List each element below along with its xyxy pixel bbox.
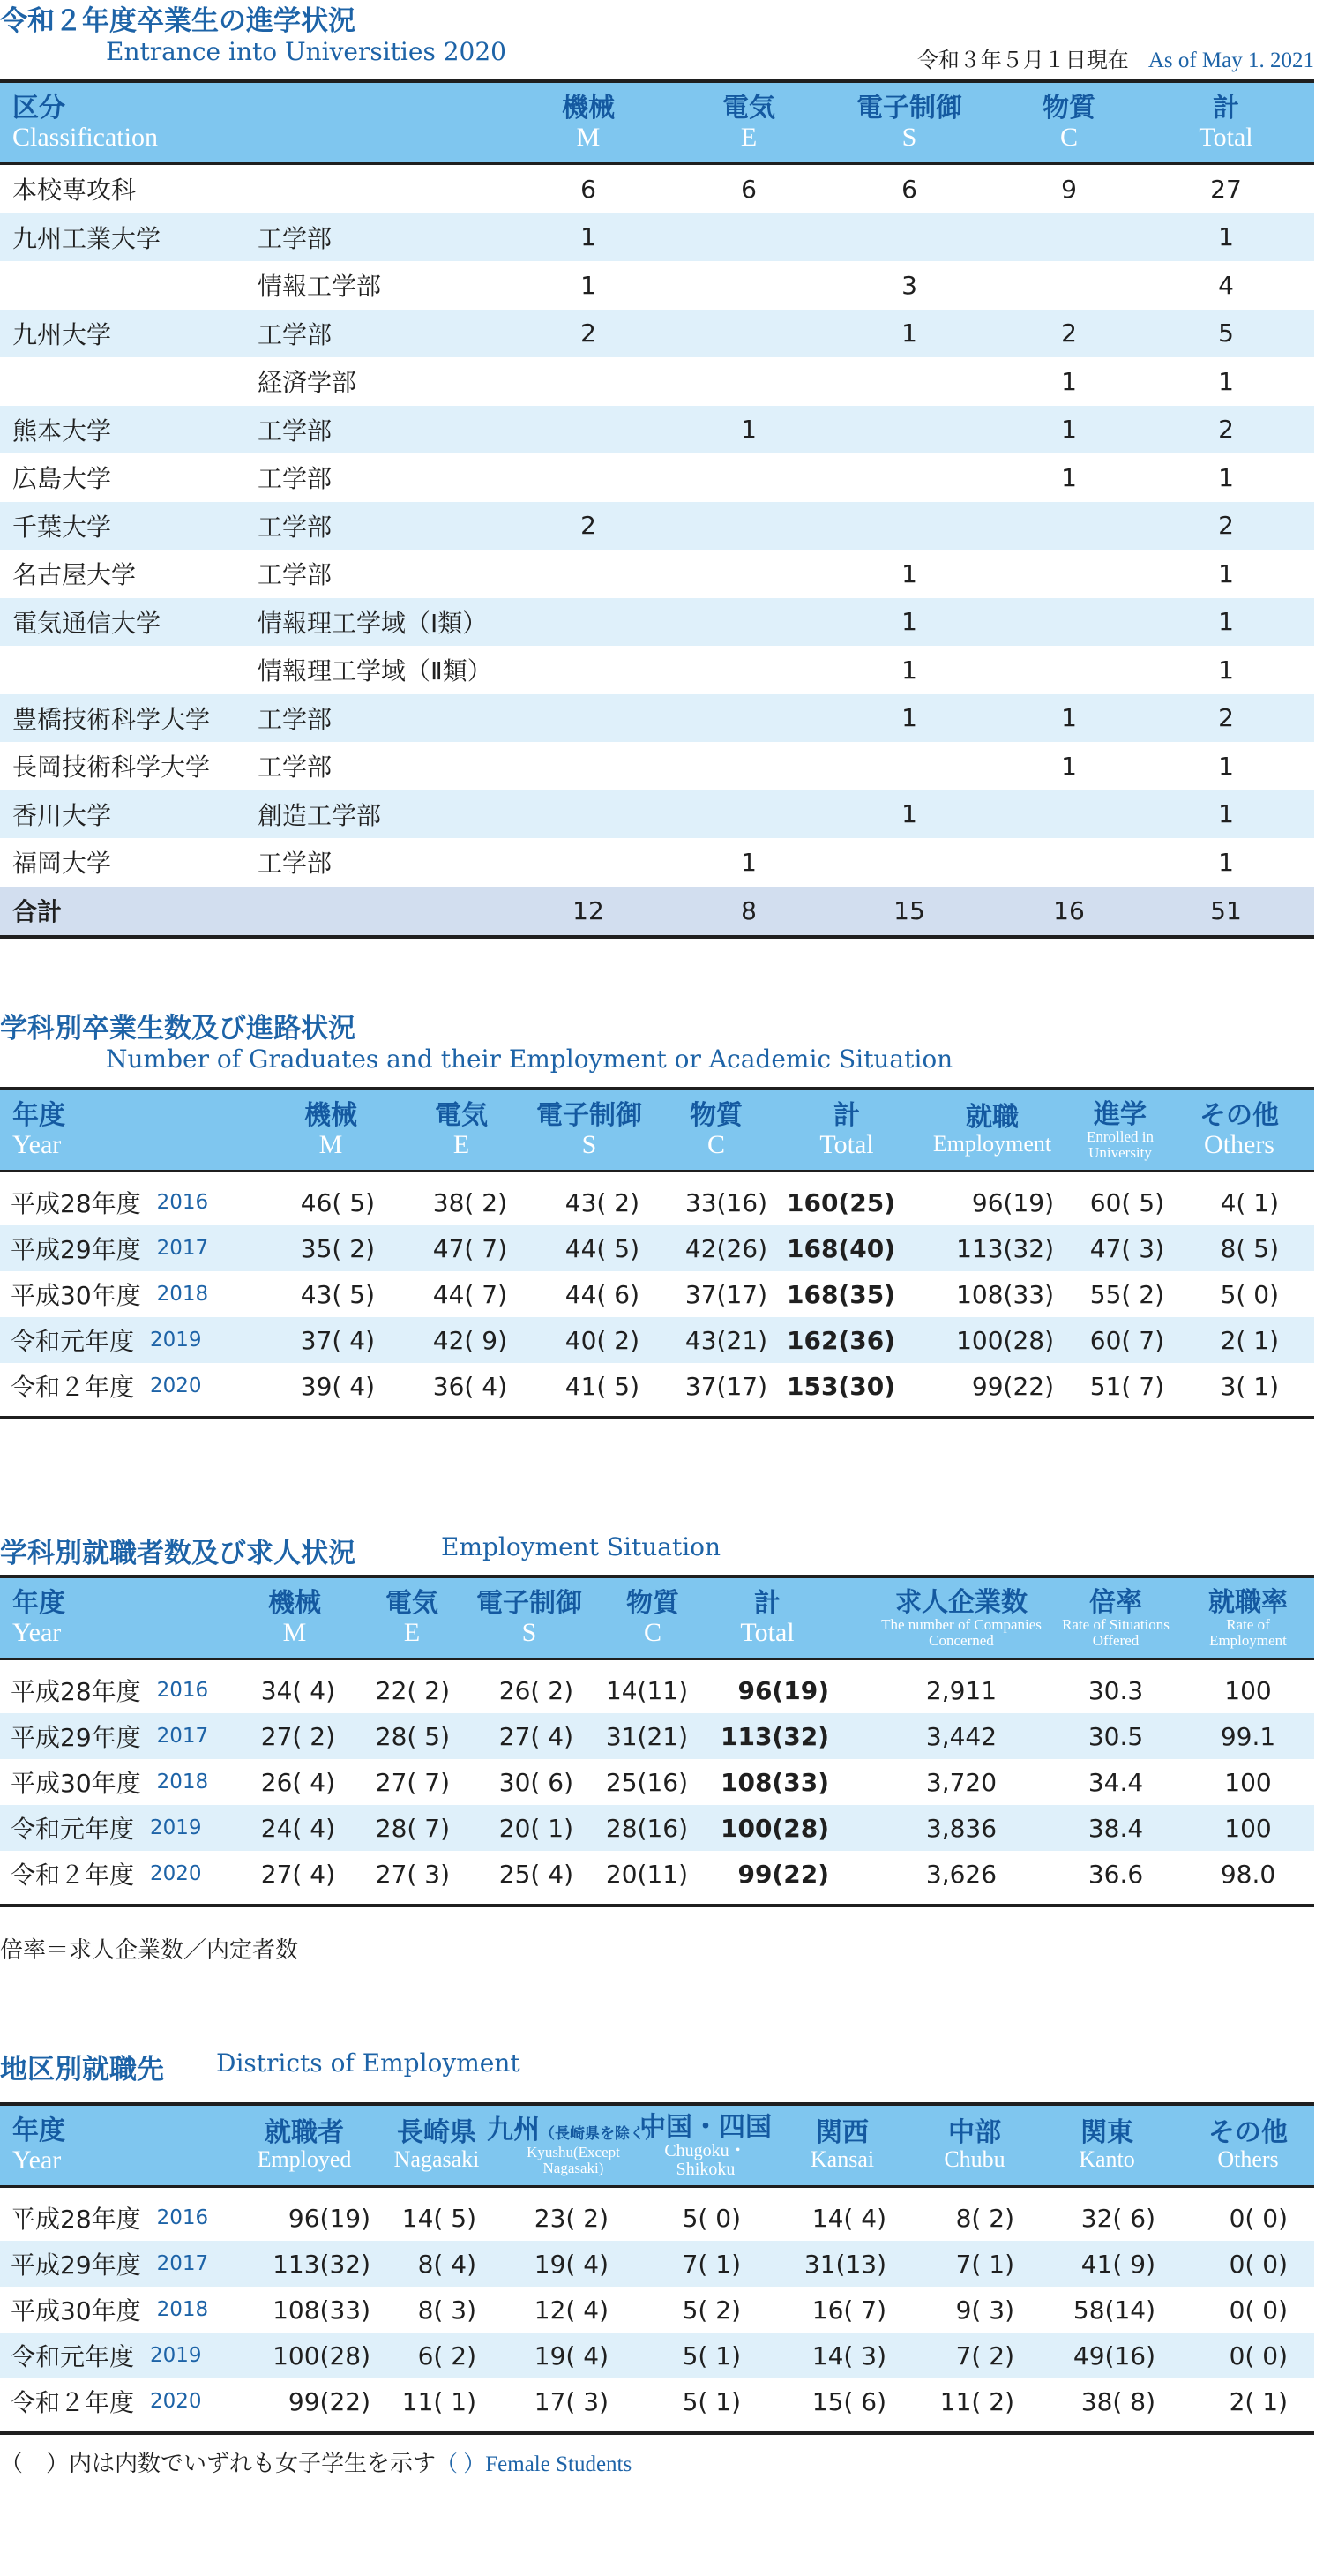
university-cell (12, 646, 259, 694)
table-row: 令和２年度 2020 99(22) 11( 1) 17( 3) 5( 1) 15( 6) 11( 2) 38( 8) 2( 1) (0, 2378, 1314, 2424)
section-districts (0, 2047, 1314, 2505)
header-year: 年度 Year (12, 1100, 65, 1159)
table-row: 平成30年度 2018 108(33) 8( 3) 12( 4) 5( 2) 16( 7) 9( 3) 58(14) 0( 0) (0, 2287, 1314, 2333)
section-employment (0, 1531, 1314, 1989)
graduates-table (0, 1087, 1314, 1419)
header-s: 電子制御 S (856, 93, 962, 152)
department-cell: 工学部 (258, 464, 333, 494)
department-cell: 情報理工学域（Ⅱ類） (258, 656, 492, 686)
table-body (0, 1660, 1314, 1904)
table-row: 令和２年度 2020 27( 4) 27( 3) 25( 4) 20(11) 99(22) 3,626 36.6 98.0 (0, 1851, 1314, 1897)
table-row: 豊橋技術科学大学 工学部 1 1 2 (0, 694, 1314, 743)
section-subtitle: Employment Situation (441, 1532, 721, 1561)
table-row: 九州大学 工学部 2 1 2 5 (0, 310, 1314, 358)
department-cell: 情報理工学域（Ⅰ類） (258, 608, 488, 638)
university-cell: 熊本大学 (12, 416, 112, 446)
department-cell: 工学部 (258, 753, 333, 783)
table-row: 福岡大学 工学部 1 1 (0, 838, 1314, 887)
header-classification: 区分 Classification (12, 93, 158, 152)
section-graduates (0, 1006, 1314, 1429)
header-m: 機械 M (304, 1100, 357, 1159)
table-total-row: 合計 12 8 15 16 51 (0, 887, 1314, 935)
section-subtitle: Districts of Employment (216, 2048, 520, 2078)
header-total: 計 Total (740, 1588, 795, 1647)
rate-note: 倍率＝求人企業数／内定者数 (0, 1937, 299, 1964)
year-cell: 令和元年度 2019 (11, 2342, 202, 2371)
year-cell: 令和元年度 2019 (11, 1815, 202, 1844)
header-c: 物質 C (690, 1100, 743, 1159)
table-row: 平成29年度 2017 27( 2) 28( 5) 27( 4) 31(21) 113(32) 3,442 30.5 99.1 (0, 1713, 1314, 1759)
year-cell: 平成28年度 2016 (11, 1677, 209, 1706)
department-cell: 工学部 (258, 512, 333, 542)
table-body (0, 165, 1314, 887)
header-kansai: 関西 Kansai (810, 2117, 875, 2173)
table-row: 電気通信大学 情報理工学域（Ⅰ類） 1 1 (0, 598, 1314, 647)
header-m: 機械 M (562, 93, 615, 152)
entrance-table (0, 79, 1314, 939)
university-cell: 香川大学 (12, 800, 112, 830)
table-body (0, 1172, 1314, 1416)
header-c: 物質 C (626, 1588, 679, 1647)
header-others: その他 Others (1200, 1100, 1279, 1159)
university-cell: 広島大学 (12, 464, 112, 494)
section-title: 学科別卒業生数及び進路状況 (0, 1013, 355, 1045)
table-header (0, 2106, 1314, 2188)
header-e: 電気 E (385, 1588, 438, 1647)
year-cell: 平成29年度 2017 (11, 1235, 209, 1264)
section-title: 学科別就職者数及び求人状況 (0, 1538, 355, 1569)
section-title: 地区別就職先 (0, 2054, 164, 2086)
table-row: 長岡技術科学大学 工学部 1 1 (0, 742, 1314, 790)
table-row: 令和元年度 2019 24( 4) 28( 7) 20( 1) 28(16) 100(28) 3,836 38.4 100 (0, 1805, 1314, 1851)
female-note: （ ）内は内数でいずれも女子学生を示す（ ）Female Students (0, 2451, 632, 2477)
header-employment: 就職 Employment (932, 1102, 1052, 1157)
department-cell: 経済学部 (258, 368, 357, 398)
university-cell (12, 261, 259, 310)
department-cell: 創造工学部 (258, 800, 382, 830)
header-m: 機械 M (268, 1588, 321, 1647)
year-cell: 平成29年度 2017 (11, 1723, 209, 1752)
university-cell: 九州大学 (12, 319, 112, 349)
section-subtitle: Entrance into Universities 2020 (106, 37, 506, 66)
year-cell: 平成28年度 2016 (11, 2205, 209, 2234)
table-row: 名古屋大学 工学部 1 1 (0, 550, 1314, 598)
year-cell: 平成30年度 2018 (11, 1769, 209, 1798)
table-row: 情報工学部 1 3 4 (0, 261, 1314, 310)
employment-table (0, 1575, 1314, 1907)
table-row: 熊本大学 工学部 1 1 2 (0, 406, 1314, 454)
year-cell: 令和２年度 2020 (11, 1373, 202, 1402)
table-row: 平成28年度 2016 34( 4) 22( 2) 26( 2) 14(11) 96(19) 2,911 30.3 100 (0, 1667, 1314, 1713)
header-s: 電子制御 S (476, 1588, 582, 1647)
header-employed: 就職者 Employed (257, 2117, 352, 2173)
header-rate: 倍率 Rate of Situations Offered (1062, 1586, 1170, 1649)
table-row: 香川大学 創造工学部 1 1 (0, 790, 1314, 839)
year-cell: 令和元年度 2019 (11, 1327, 202, 1356)
header-total: 計 Total (1199, 93, 1253, 152)
header-year: 年度 Year (12, 1588, 65, 1647)
table-row: 九州工業大学 工学部 1 1 (0, 213, 1314, 262)
table-header (0, 1090, 1314, 1172)
university-cell: 名古屋大学 (12, 560, 137, 590)
table-row: 平成30年度 2018 26( 4) 27( 7) 30( 6) 25(16) 108(33) 3,720 34.4 100 (0, 1759, 1314, 1805)
header-kyushu: 九州（長崎県を除く） Kyushu(Except Nagasaki) (487, 2114, 660, 2176)
header-chubu: 中部 Chubu (944, 2117, 1005, 2173)
table-row: 平成28年度 2016 96(19) 14( 5) 23( 2) 5( 0) 14( 4) 8( 2) 32( 6) 0( 0) (0, 2195, 1314, 2241)
university-cell: 九州工業大学 (12, 223, 161, 253)
university-cell: 豊橋技術科学大学 (12, 704, 211, 734)
department-cell: 工学部 (258, 704, 333, 734)
table-header (0, 83, 1314, 165)
as-of-date: 令和３年５月１日現在 As of May 1. 2021 (916, 48, 1314, 72)
table-header (0, 1578, 1314, 1660)
department-cell (258, 165, 540, 213)
header-chugoku: 中国・四国 Chugoku・Shikoku (639, 2111, 772, 2179)
university-cell (12, 357, 259, 406)
table-row: 平成29年度 2017 35( 2) 47( 7) 44( 5) 42(26) 168(40) 113(32) 47( 3) 8( 5) (0, 1225, 1314, 1271)
university-cell: 福岡大学 (12, 849, 112, 879)
header-e: 電気 E (722, 93, 775, 152)
year-cell: 平成30年度 2018 (11, 1281, 209, 1310)
table-row: 本校専攻科 6 6 6 9 27 (0, 165, 1314, 213)
year-cell: 平成28年度 2016 (11, 1189, 209, 1218)
header-enrolled: 進学 Enrolled in University (1086, 1098, 1154, 1161)
section-entrance (0, 0, 1314, 944)
section-title: 令和２年度卒業生の進学状況 (0, 5, 355, 37)
department-cell: 情報工学部 (258, 272, 382, 302)
table-row: 令和元年度 2019 100(28) 6( 2) 19( 4) 5( 1) 14( 3) 7( 2) 49(16) 0( 0) (0, 2333, 1314, 2378)
header-s: 電子制御 S (536, 1100, 642, 1159)
header-nagasaki: 長崎県 Nagasaki (393, 2117, 480, 2173)
table-row: 経済学部 1 1 (0, 357, 1314, 406)
header-companies: 求人企業数 The number of Companies Concerned (881, 1586, 1042, 1649)
table-row: 平成28年度 2016 46( 5) 38( 2) 43( 2) 33(16) 160(25) 96(19) 60( 5) 4( 1) (0, 1179, 1314, 1225)
header-c: 物質 C (1043, 93, 1095, 152)
department-cell: 工学部 (258, 560, 333, 590)
university-cell: 本校専攻科 (12, 176, 137, 206)
header-year: 年度 Year (12, 2115, 65, 2175)
header-others: その他 Others (1208, 2117, 1288, 2173)
year-cell: 令和２年度 2020 (11, 2388, 202, 2417)
table-row: 広島大学 工学部 1 1 (0, 453, 1314, 502)
header-e: 電気 E (435, 1100, 488, 1159)
header-employment-rate: 就職率 Rate of Employment (1208, 1586, 1288, 1649)
table-row: 千葉大学 工学部 2 2 (0, 502, 1314, 550)
table-body (0, 2188, 1314, 2431)
table-row: 平成29年度 2017 113(32) 8( 4) 19( 4) 7( 1) 31(13) 7( 1) 41( 9) 0( 0) (0, 2241, 1314, 2287)
university-cell: 長岡技術科学大学 (12, 753, 211, 783)
section-subtitle: Number of Graduates and their Employment or Academic Situation (106, 1045, 953, 1074)
university-cell: 電気通信大学 (12, 608, 161, 638)
header-total: 計 Total (819, 1100, 874, 1159)
university-cell: 千葉大学 (12, 512, 112, 542)
table-row: 平成30年度 2018 43( 5) 44( 7) 44( 6) 37(17) 168(35) 108(33) 55( 2) 5( 0) (0, 1271, 1314, 1317)
header-kanto: 関東 Kanto (1079, 2117, 1135, 2173)
table-row: 令和２年度 2020 39( 4) 36( 4) 41( 5) 37(17) 153(30) 99(22) 51( 7) 3( 1) (0, 1363, 1314, 1409)
table-row: 令和元年度 2019 37( 4) 42( 9) 40( 2) 43(21) 162(36) 100(28) 60( 7) 2( 1) (0, 1317, 1314, 1363)
table-row: 情報理工学域（Ⅱ類） 1 1 (0, 646, 1314, 694)
year-cell: 令和２年度 2020 (11, 1861, 202, 1890)
department-cell: 工学部 (258, 223, 333, 253)
year-cell: 平成29年度 2017 (11, 2250, 209, 2280)
department-cell: 工学部 (258, 849, 333, 879)
districts-table (0, 2102, 1314, 2435)
department-cell: 工学部 (258, 416, 333, 446)
year-cell: 平成30年度 2018 (11, 2296, 209, 2325)
department-cell: 工学部 (258, 319, 333, 349)
